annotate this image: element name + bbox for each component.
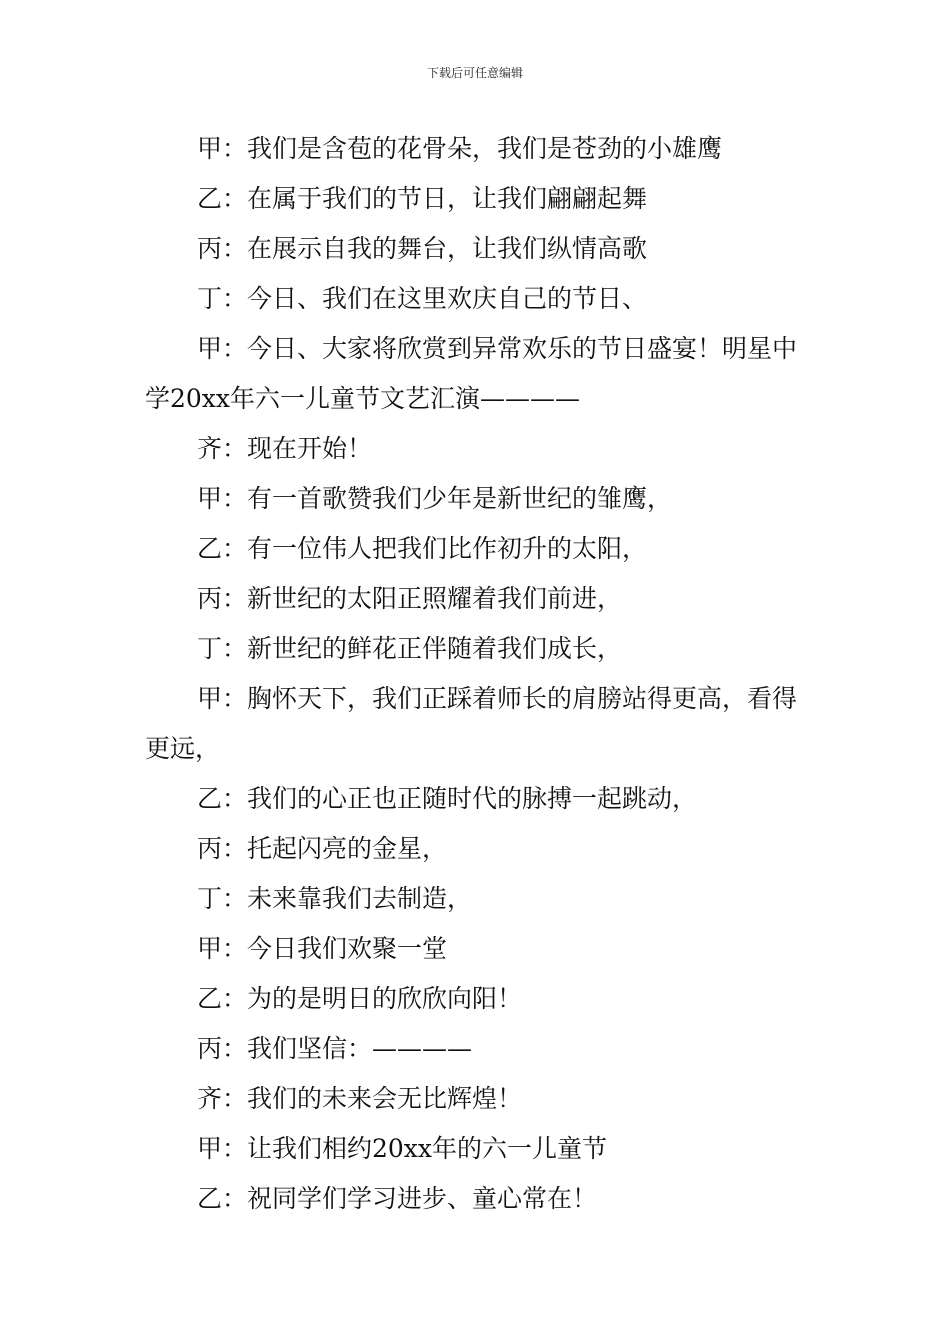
document-body: [145, 124, 810, 1224]
paragraph: 甲：今日、大家将欣赏到异常欢乐的节日盛宴！明星中学20xx年六一儿童节文艺汇演————: [145, 334, 798, 413]
paragraph: 齐：现在开始！: [197, 434, 373, 463]
paragraph: 丙：我们坚信：————: [197, 1034, 473, 1063]
paragraph: 甲：今日我们欢聚一堂: [197, 934, 448, 963]
paragraph: 甲：胸怀天下，我们正踩着师长的肩膀站得更高，看得更远，: [145, 684, 798, 763]
paragraph: 甲：让我们相约20xx年的六一儿童节: [197, 1134, 608, 1163]
paragraph: 丙：在展示自我的舞台，让我们纵情高歌: [197, 234, 648, 263]
paragraph: 乙：在属于我们的节日，让我们翩翩起舞: [197, 184, 648, 213]
paragraph: 丁：未来靠我们去制造，: [197, 884, 473, 913]
paragraph: 甲：有一首歌赞我们少年是新世纪的雏鹰，: [197, 484, 673, 513]
paragraph: 丙：托起闪亮的金星，: [197, 834, 448, 863]
paragraph: 丁：新世纪的鲜花正伴随着我们成长，: [197, 634, 623, 663]
paragraph: 乙：有一位伟人把我们比作初升的太阳，: [197, 534, 648, 563]
paragraph: 乙：祝同学们学习进步、童心常在！: [197, 1184, 598, 1213]
paragraph: 丁：今日、我们在这里欢庆自己的节日、: [197, 284, 648, 313]
paragraph: 齐：我们的未来会无比辉煌！: [197, 1084, 523, 1113]
paragraph: 甲：我们是含苞的花骨朵，我们是苍劲的小雄鹰: [197, 134, 723, 163]
paragraph: 乙：为的是明日的欣欣向阳！: [197, 984, 523, 1013]
paragraph: 丙：新世纪的太阳正照耀着我们前进，: [197, 584, 623, 613]
page-header: 下载后可任意编辑: [426, 66, 523, 80]
paragraph: 乙：我们的心正也正随时代的脉搏一起跳动，: [197, 784, 698, 813]
